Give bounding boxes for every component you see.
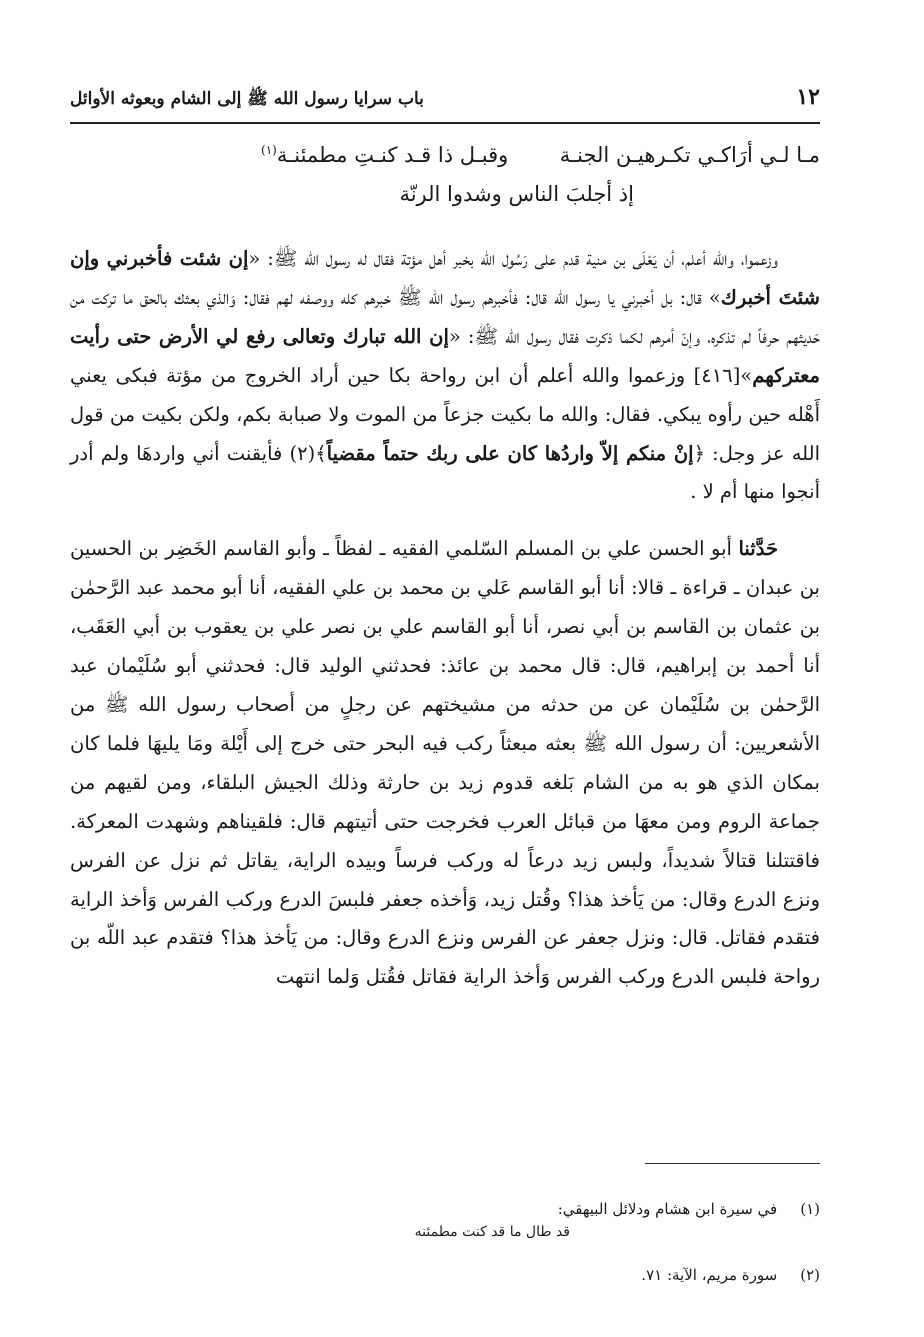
- header-rule: [70, 122, 820, 124]
- footnote-1-text: في سيرة ابن هشام ودلائل البيهقي:: [557, 1200, 778, 1218]
- verse-hemistich-2: وقبـل ذا قـد كنـتِ مطمئنـة: [276, 143, 509, 167]
- running-title: باب سرايا رسول الله ﷺ إلى الشام وبعوثه الأوائل: [70, 89, 424, 109]
- paragraph-1-part-4: ﴾(٢) فأيقنت أني واردهَا ولم أدر أنجوا منها أم لا .: [70, 441, 820, 504]
- paragraph-1: [70, 240, 820, 512]
- page-header: [70, 84, 820, 118]
- footnote-2-text: سورة مريم، الآية: ٧١.: [641, 1266, 778, 1284]
- hadith-quote-1: إن شئت فأخبرني وإن شئتَ أخبرك: [70, 247, 820, 309]
- hadith-reference-number: »[٤١٦]: [693, 363, 753, 387]
- paragraph-1-part-1: وزعموا، والله أعلم، أن يَعْلَى بن منية قدم على رَسُول الله بخبر أهل مؤتة فقال له رسول الله ﷺ: «: [248, 247, 778, 270]
- footnote-rule: [645, 1163, 820, 1164]
- hadith-quote-2: إن الله تبارك وتعالى رفع لي الأرض حتى رأيت معتركهم: [70, 324, 820, 387]
- footnote-ref-1[interactable]: (١): [261, 143, 277, 157]
- verse-hemistich-1: مـا لـي أرَاكـي تكـرهيـن الجنـة: [559, 143, 820, 167]
- footnote-2-number: (٢): [800, 1266, 820, 1284]
- main-text: [70, 240, 820, 997]
- isnad-lead-word: حَدَّثنا: [738, 537, 778, 561]
- poem-verse-line-1: [120, 143, 820, 167]
- footnote-1-number: (١): [800, 1200, 820, 1218]
- paragraph-2-text: أبو الحسن علي بن المسلم السّلمي الفقيه ـ لفظاً ـ وأبو القاسم الخَضِر بن الحسين بن عبدان ـ قراءة ـ قالا: أنا أبو القاسم عَلي بن محمد بن علي الفقيه، أنا أبو محمد عبد الرَّحمٰن بن عثمان بن القاسم بن أبي نصر، أنا أبو القاسم علي بن نصر علي بن يعقوب بن أبي العَقَب، أنا أحمد بن إبراهيم، قال: قال محمد بن عائذ: فحدثني الوليد قال: فحدثني أبو سُلَيْمان عبد الرَّحمٰن بن سُلَيْمان عن من حدثه من مشيختهم عن رجلٍ من أصحاب رسول الله ﷺ من الأشعريين: أن رسول الله ﷺ بعثه مبعثاً ركب فيه البحر حتى خرج إلى أَيْلة ومَا يليهَا فلما كان بمكان الذي هو به من الشام بَلغه قدوم زيد بن حارثة وذلك الجيش البلقاء، ومن لقيهم من جماعة الروم ومن معهَا من قبائل العرب فخرجت حتى أتيتهم قال: فلقيناهم وشهدت المعركة. فاقتتلنا قتالاً شديداً، ولبس زيد درعاً له وركب فرساً وبيده الراية، يقاتل ثم نزل عن الفرس ونزع الدرع وقال: من يَأخذ هذا؟ وقُتل زيد، وَأخذه جعفر فلبسَ الدرع وركب الفرس وَأخذ الراية فتقدم فقاتل. قال: ونزل جعفر عن الفرس ونزع الدرع وقال: من يَأخذ هذا؟ فتقدم عبد اللّه بن رواحة فلبس الدرع وركب الفرس وَأخذ الراية فقاتل فقُتل وَلما انتهت: [70, 537, 821, 989]
- footnote-1: [558, 1200, 820, 1218]
- page-number: ١٢: [796, 84, 820, 110]
- footnote-2: [641, 1266, 820, 1284]
- footnote-1-quote: قد طال ما قد كنت مطمئنه: [414, 1224, 570, 1240]
- quran-quote: إنْ منكم إلاّ واردُها كان على ربك حتماً مقضياً: [326, 441, 694, 465]
- paragraph-1-part-2: » قال: بل أخبرني يا رسول الله قال: فأخبرهم رسول الله ﷺ خبرهم كله ووصفه لهم فقال: وَالذي بعثك بالحق ما تركت من حَديثهم حرفاً لم تذكره، وإنّ أمرهم لكما ذكرت فقال رسول الله ﷺ: «: [70, 285, 821, 348]
- poem-verse-line-2: إذ أجلبَ الناس وشدوا الرنّة: [399, 182, 634, 206]
- paragraph-2: [70, 530, 820, 997]
- paragraph-1-part-3: وزعموا والله أعلم أن ابن رواحة بكا حين أراد الخروج من مؤتة فبكى يعني أَهْله حين رأوه يبكي. فقال: والله ما بكيت جزعاً من الموت ولا صبابة بكم، ولكن بكيت من قول الله عز وجل: ﴿: [70, 363, 820, 465]
